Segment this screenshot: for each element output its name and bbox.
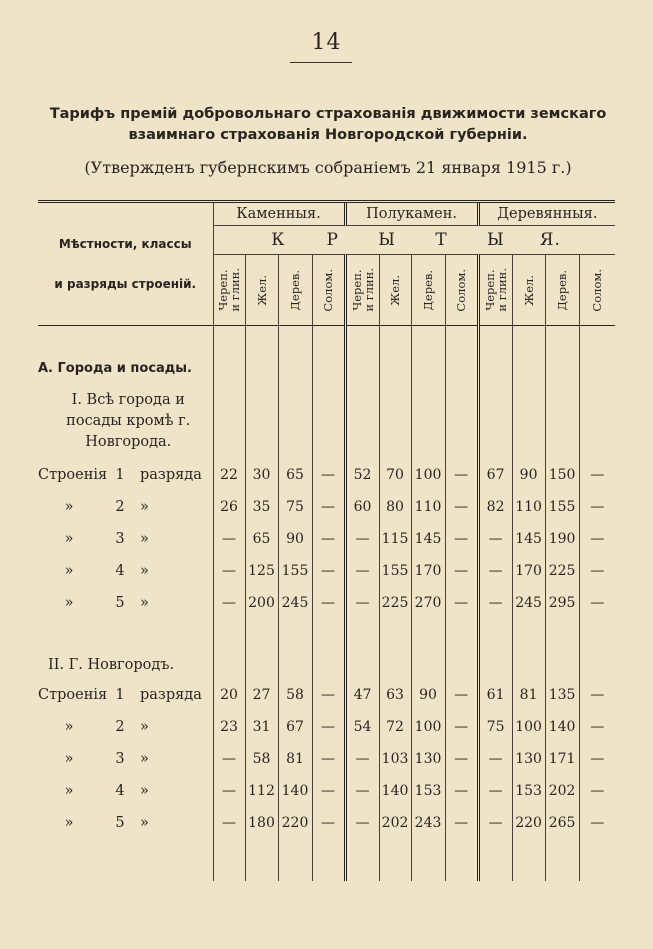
header-roof-type-label: Солом.: [321, 268, 336, 312]
table-cell: —: [445, 459, 478, 491]
row-label-suffix: »: [140, 719, 149, 735]
header-roof-type: [545, 255, 579, 326]
table-cell: —: [445, 523, 478, 555]
row-label-rank: 1: [115, 467, 125, 483]
roofing-letter: Т: [435, 230, 448, 250]
table-cell: 202: [379, 807, 411, 839]
table-cell: —: [312, 523, 345, 555]
table-cell: 81: [278, 743, 312, 775]
empty-cell: [579, 326, 615, 353]
table-cell: 190: [545, 523, 579, 555]
table-cell: 58: [278, 679, 312, 711]
row-label-rank: 3: [115, 531, 125, 547]
table-cell: —: [213, 555, 245, 587]
table-cell: —: [478, 587, 512, 619]
table-cell: 67: [478, 459, 512, 491]
header-roof-type-label: Череп. и глин.: [216, 268, 242, 312]
table-cell: 47: [345, 679, 379, 711]
row-label: [38, 491, 213, 523]
table-cell: —: [345, 523, 379, 555]
page-title: Тарифъ премій добровольнаго страхованія движимости земскаго взаимнаго страхованія Новгородской губерніи.: [49, 106, 607, 143]
section-a-subtitle: [38, 384, 615, 459]
table-cell: —: [579, 711, 615, 743]
header-location-label: [38, 202, 213, 326]
empty-cell: [278, 384, 312, 459]
empty-cell: [545, 352, 579, 384]
empty-cell: [312, 839, 345, 881]
header-roof-type: [478, 255, 512, 326]
table-cell: —: [312, 775, 345, 807]
table-row: [38, 807, 615, 839]
table-cell: —: [213, 743, 245, 775]
table-cell: 27: [245, 679, 278, 711]
empty-cell: [345, 619, 379, 679]
table-cell: —: [445, 491, 478, 523]
row-label-rank: 4: [115, 783, 125, 799]
empty-cell: [379, 619, 411, 679]
table-cell: —: [445, 555, 478, 587]
header-roof-type: [245, 255, 278, 326]
header-roof-type: [512, 255, 545, 326]
table-cell: 61: [478, 679, 512, 711]
table-cell: —: [579, 523, 615, 555]
row-label-prefix: »: [64, 499, 74, 515]
table-cell: 130: [411, 743, 445, 775]
table-cell: 150: [545, 459, 579, 491]
table-cell: 110: [411, 491, 445, 523]
table-cell: 30: [245, 459, 278, 491]
row-label: [38, 743, 213, 775]
header-roof-type-label: Череп. и глин.: [349, 268, 376, 312]
table-cell: 243: [411, 807, 445, 839]
table-cell: 100: [411, 711, 445, 743]
empty-cell: [512, 839, 545, 881]
empty-cell: [213, 619, 245, 679]
table-cell: 63: [379, 679, 411, 711]
table-cell: 171: [545, 743, 579, 775]
empty-cell: [278, 619, 312, 679]
empty-cell: [579, 619, 615, 679]
empty-cell: [213, 352, 245, 384]
table-cell: 54: [345, 711, 379, 743]
empty-cell: [512, 326, 545, 353]
empty-cell: [312, 352, 345, 384]
header-location-line-1: Мѣстности, классы: [58, 237, 192, 251]
row-label-prefix: »: [64, 563, 74, 579]
table-cell: 170: [411, 555, 445, 587]
table-cell: —: [312, 679, 345, 711]
table-cell: —: [478, 555, 512, 587]
page-number-rule: [290, 62, 352, 63]
empty-cell: [445, 619, 478, 679]
table-cell: 70: [379, 459, 411, 491]
table-cell: 220: [512, 807, 545, 839]
row-label-suffix: »: [140, 595, 149, 611]
header-roof-type-label: Солом.: [454, 268, 469, 312]
empty-cell: [245, 352, 278, 384]
table-cell: —: [579, 587, 615, 619]
table-cell: —: [312, 711, 345, 743]
table-cell: —: [345, 555, 379, 587]
row-label-rank: 5: [115, 815, 125, 831]
empty-cell: [579, 384, 615, 459]
empty-cell: [213, 839, 245, 881]
empty-cell: [345, 839, 379, 881]
empty-cell: [579, 839, 615, 881]
row-label-prefix: »: [64, 751, 74, 767]
table-cell: 155: [379, 555, 411, 587]
table-cell: —: [445, 679, 478, 711]
roofing-letter: К: [271, 230, 286, 250]
empty-cell: [512, 352, 545, 384]
empty-cell: [213, 326, 245, 353]
empty-cell: [478, 384, 512, 459]
row-label-rank: 5: [115, 595, 125, 611]
empty-cell: [411, 619, 445, 679]
empty-cell: [478, 326, 512, 353]
table-cell: —: [579, 491, 615, 523]
table-cell: 112: [245, 775, 278, 807]
empty-cell: [379, 326, 411, 353]
table-row: [38, 491, 615, 523]
table-cell: —: [579, 555, 615, 587]
table-cell: 65: [278, 459, 312, 491]
roofing-letter: Я.: [539, 230, 561, 250]
table-cell: 115: [379, 523, 411, 555]
table-cell: —: [345, 775, 379, 807]
table-cell: —: [478, 775, 512, 807]
table-row: [38, 743, 615, 775]
header-roofing: [213, 226, 615, 255]
table-cell: —: [445, 807, 478, 839]
table-cell: —: [312, 743, 345, 775]
table-cell: 103: [379, 743, 411, 775]
empty-cell: [445, 352, 478, 384]
row-label-suffix: разряда: [140, 687, 202, 703]
header-roof-type: [345, 255, 379, 326]
table-cell: 140: [278, 775, 312, 807]
row-label: [38, 459, 213, 491]
row-label-suffix: »: [140, 531, 149, 547]
table-cell: 140: [545, 711, 579, 743]
empty-cell: [278, 839, 312, 881]
table-row: [38, 555, 615, 587]
table-cell: 145: [411, 523, 445, 555]
table-cell: 90: [278, 523, 312, 555]
bottom-fill-row: [38, 839, 615, 881]
section-a-subtitle-label: I. Всѣ города и посады кромѣ г. Новгорода.: [66, 392, 191, 450]
empty-cell: [278, 352, 312, 384]
table-cell: 60: [345, 491, 379, 523]
section-a-title-label: А. Города и посады.: [38, 360, 192, 376]
table-cell: —: [312, 587, 345, 619]
spacer-cell: [38, 326, 213, 353]
table-cell: —: [213, 523, 245, 555]
table-cell: —: [478, 523, 512, 555]
row-label: [38, 587, 213, 619]
table-cell: 23: [213, 711, 245, 743]
empty-cell: [478, 619, 512, 679]
table-cell: 67: [278, 711, 312, 743]
row-label-rank: 4: [115, 563, 125, 579]
row-label-rank: 1: [115, 687, 125, 703]
table-cell: 125: [245, 555, 278, 587]
header-location-line-2: и разряды строеній.: [54, 277, 197, 291]
empty-cell: [312, 619, 345, 679]
table-cell: 153: [411, 775, 445, 807]
table-cell: 135: [545, 679, 579, 711]
table-cell: —: [345, 807, 379, 839]
tariff-table: [38, 200, 615, 881]
header-roof-type: [379, 255, 411, 326]
empty-cell: [345, 352, 379, 384]
table-cell: 52: [345, 459, 379, 491]
table-cell: 100: [411, 459, 445, 491]
row-label-prefix: Строенія: [38, 467, 108, 483]
row-label-suffix: »: [140, 815, 149, 831]
table-cell: 110: [512, 491, 545, 523]
empty-cell: [545, 326, 579, 353]
table-cell: —: [312, 459, 345, 491]
row-label-suffix: »: [140, 783, 149, 799]
table-cell: 90: [411, 679, 445, 711]
table-cell: 35: [245, 491, 278, 523]
empty-cell: [245, 326, 278, 353]
row-label-prefix: »: [64, 719, 74, 735]
empty-cell: [411, 326, 445, 353]
empty-cell: [379, 384, 411, 459]
table-row: [38, 679, 615, 711]
table-cell: 202: [545, 775, 579, 807]
table-cell: 20: [213, 679, 245, 711]
empty-cell: [411, 384, 445, 459]
row-label-prefix: Строенія: [38, 687, 108, 703]
header-roof-type-label: Дерев.: [421, 269, 436, 311]
table-cell: 225: [545, 555, 579, 587]
header-roof-type: [213, 255, 245, 326]
header-roof-type: [312, 255, 345, 326]
empty-cell: [579, 352, 615, 384]
table-cell: 72: [379, 711, 411, 743]
empty-cell: [312, 326, 345, 353]
table-row: [38, 523, 615, 555]
table-cell: 220: [278, 807, 312, 839]
table-cell: 130: [512, 743, 545, 775]
table-cell: —: [312, 555, 345, 587]
table-cell: 140: [379, 775, 411, 807]
table-cell: —: [579, 807, 615, 839]
empty-cell: [478, 352, 512, 384]
table-cell: —: [478, 743, 512, 775]
table-cell: 22: [213, 459, 245, 491]
table-cell: —: [213, 775, 245, 807]
header-roof-type-label: Жел.: [388, 274, 403, 306]
empty-cell: [213, 384, 245, 459]
empty-cell: [445, 326, 478, 353]
table-cell: 75: [478, 711, 512, 743]
table-row: [38, 587, 615, 619]
table-cell: —: [312, 807, 345, 839]
empty-cell: [445, 384, 478, 459]
empty-cell: [278, 326, 312, 353]
row-label-prefix: »: [64, 531, 74, 547]
header-roof-type-label: Солом.: [590, 268, 605, 312]
empty-cell: [478, 839, 512, 881]
empty-cell: [545, 839, 579, 881]
table-cell: 58: [245, 743, 278, 775]
table-cell: —: [445, 775, 478, 807]
empty-cell: [345, 384, 379, 459]
table-cell: 295: [545, 587, 579, 619]
row-label: [38, 555, 213, 587]
table-cell: —: [445, 587, 478, 619]
empty-cell: [512, 619, 545, 679]
table-cell: 270: [411, 587, 445, 619]
empty-cell: [245, 384, 278, 459]
page-subtitle: (Утвержденъ губернскимъ собраніемъ 21 января 1915 г.): [84, 158, 572, 177]
empty-cell: [545, 619, 579, 679]
table-cell: —: [445, 743, 478, 775]
table-cell: 90: [512, 459, 545, 491]
section-b-title: [38, 619, 615, 679]
row-label-suffix: »: [140, 751, 149, 767]
table-cell: —: [345, 743, 379, 775]
table-cell: 180: [245, 807, 278, 839]
table-cell: 65: [245, 523, 278, 555]
header-roof-type-label: Дерев.: [555, 269, 570, 311]
table-cell: 155: [545, 491, 579, 523]
row-label-prefix: »: [64, 815, 74, 831]
table-cell: —: [478, 807, 512, 839]
roofing-letter: Ы: [487, 230, 505, 250]
header-roof-type-label: Дерев.: [288, 269, 302, 311]
header-roof-type-label: Жел.: [254, 274, 269, 306]
table-cell: —: [579, 679, 615, 711]
row-label-prefix: »: [64, 595, 74, 611]
empty-cell: [411, 839, 445, 881]
table-cell: 75: [278, 491, 312, 523]
table-cell: 153: [512, 775, 545, 807]
section-a-title: [38, 352, 615, 384]
header-roof-type: [278, 255, 312, 326]
table-cell: 225: [379, 587, 411, 619]
header-group-stone: Каменныя.: [213, 202, 345, 226]
table-cell: —: [213, 807, 245, 839]
header-roof-type: [579, 255, 615, 326]
empty-cell: [512, 384, 545, 459]
table-cell: —: [312, 491, 345, 523]
row-label-suffix: разряда: [140, 467, 202, 483]
row-label: [38, 711, 213, 743]
empty-cell: [345, 326, 379, 353]
row-label-suffix: »: [140, 499, 149, 515]
table-cell: —: [579, 743, 615, 775]
table-cell: 265: [545, 807, 579, 839]
row-label-rank: 2: [115, 499, 125, 515]
row-label: [38, 807, 213, 839]
empty-cell: [379, 839, 411, 881]
empty-cell: [245, 839, 278, 881]
table-cell: 145: [512, 523, 545, 555]
header-group-semistone: Полукамен.: [345, 202, 478, 226]
empty-cell: [545, 384, 579, 459]
table-cell: —: [345, 587, 379, 619]
table-cell: —: [445, 711, 478, 743]
row-label: [38, 775, 213, 807]
empty-cell: [245, 619, 278, 679]
row-label: [38, 523, 213, 555]
table-cell: 26: [213, 491, 245, 523]
table-cell: 200: [245, 587, 278, 619]
table-cell: 100: [512, 711, 545, 743]
spacer-row: [38, 326, 615, 353]
row-label-rank: 3: [115, 751, 125, 767]
table-cell: —: [213, 587, 245, 619]
table-cell: 155: [278, 555, 312, 587]
table-row: [38, 459, 615, 491]
table-cell: 245: [278, 587, 312, 619]
header-group-wooden: Деревянныя.: [478, 202, 615, 226]
section-b-title-label: II. Г. Новгородъ.: [48, 657, 175, 673]
empty-cell: [445, 839, 478, 881]
header-roof-type-label: Жел.: [521, 274, 536, 306]
row-label-rank: 2: [115, 719, 125, 735]
table-cell: 82: [478, 491, 512, 523]
row-label-suffix: »: [140, 563, 149, 579]
table-cell: 170: [512, 555, 545, 587]
table-row: [38, 775, 615, 807]
bottom-fill-cell: [38, 839, 213, 881]
table-cell: 80: [379, 491, 411, 523]
header-roof-type: [411, 255, 445, 326]
row-label: [38, 679, 213, 711]
roofing-letter: Р: [326, 230, 339, 250]
header-roof-type-label: Череп. и глин.: [482, 268, 509, 312]
empty-cell: [411, 352, 445, 384]
header-roof-type: [445, 255, 478, 326]
table-cell: 245: [512, 587, 545, 619]
empty-cell: [312, 384, 345, 459]
page-number: 14: [311, 30, 342, 55]
table-cell: 81: [512, 679, 545, 711]
table-cell: 31: [245, 711, 278, 743]
table-cell: —: [579, 775, 615, 807]
table-cell: —: [579, 459, 615, 491]
row-label-prefix: »: [64, 783, 74, 799]
roofing-letter: Ы: [378, 230, 396, 250]
table-row: [38, 711, 615, 743]
empty-cell: [379, 352, 411, 384]
